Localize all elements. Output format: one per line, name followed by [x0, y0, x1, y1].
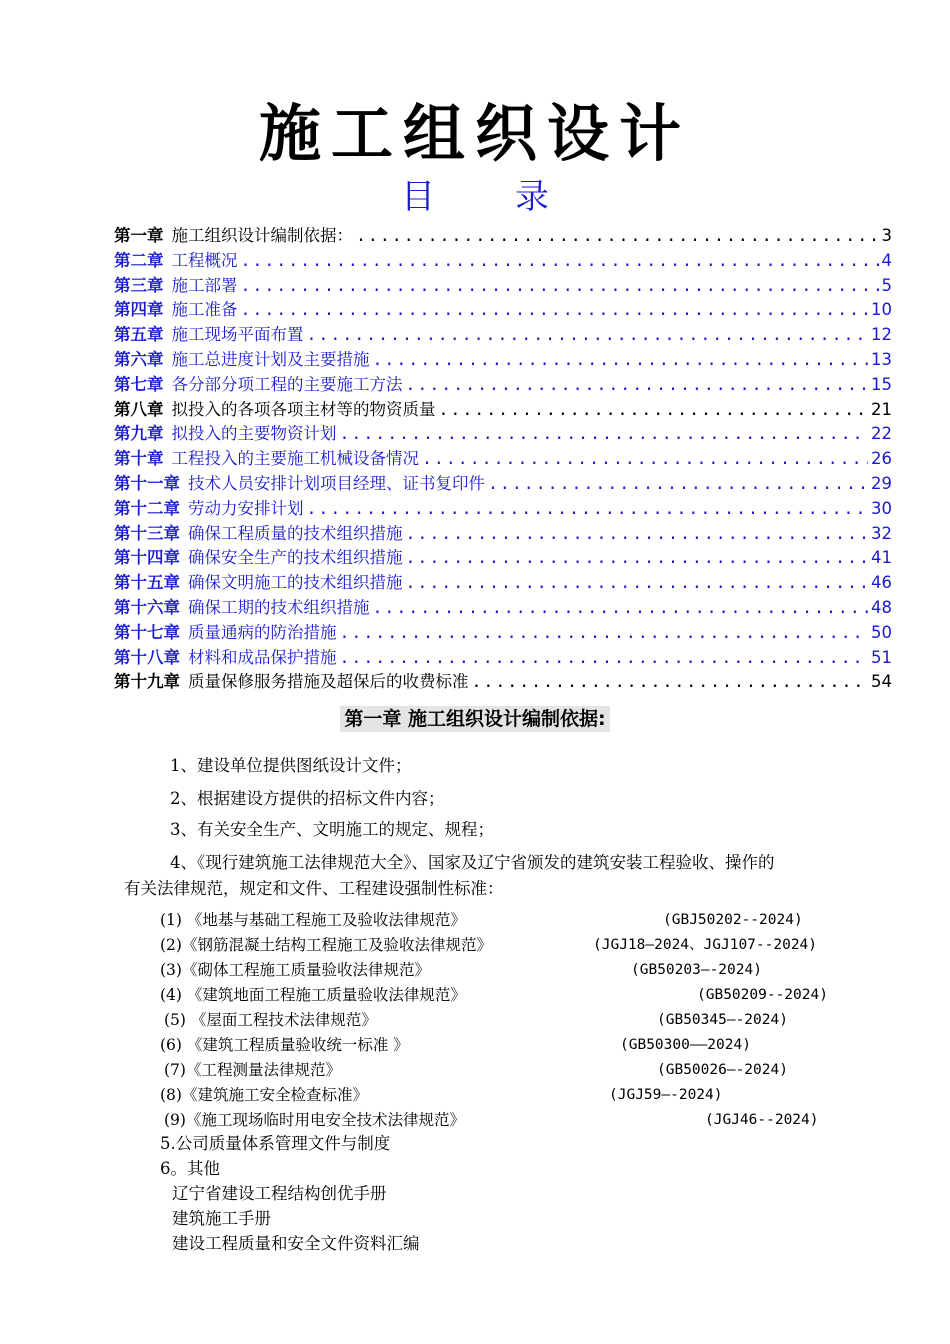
toc-entry[interactable] [114, 272, 892, 297]
standard-code: (JGJ18—2024、JGJ107--2024) [593, 937, 818, 953]
toc-entry[interactable] [114, 619, 892, 644]
toc-chapter: 第十七章 [114, 622, 180, 642]
toc-leader-dots [406, 524, 869, 543]
toc-title: 拟投入的各项各项主材等的物资质量 [171, 399, 436, 419]
toc-page-number: 41 [871, 548, 892, 568]
toc-page-number: 10 [871, 300, 892, 320]
toc-page-number: 29 [871, 473, 892, 493]
toc-title: 确保工期的技术组织措施 [188, 597, 370, 617]
toc-title: 确保文明施工的技术组织措施 [188, 573, 403, 593]
toc-chapter: 第十八章 [114, 647, 180, 667]
standard-code: (JGJ59—-2024) [609, 1087, 723, 1103]
toc-chapter: 第三章 [114, 275, 164, 295]
toc-entry[interactable] [114, 520, 892, 545]
reference-item: 建筑施工手册 [172, 1209, 271, 1228]
toc-chapter: 第十九章 [114, 672, 180, 692]
toc-leader-dots [373, 350, 869, 369]
toc-title: 工程投入的主要施工机械设备情况 [171, 449, 419, 469]
toc-leader-dots [472, 672, 869, 691]
standard-code: (GB50026—-2024) [657, 1062, 788, 1078]
toc-entry[interactable] [114, 371, 892, 396]
toc-entry[interactable] [114, 495, 892, 520]
toc-leader-dots [406, 548, 869, 567]
table-of-contents [114, 222, 892, 693]
toc-leader-dots [488, 474, 868, 493]
list-item-continuation: 有关法律规范，规定和文件、工程建设强制性标准： [124, 879, 504, 898]
toc-leader-dots [356, 226, 879, 245]
reference-item: 辽宁省建设工程结构创优手册 [172, 1184, 387, 1203]
toc-page-number: 26 [871, 449, 892, 469]
standard-name: (2)《钢筋混凝土结构工程施工及验收法律规范》 [160, 936, 492, 954]
list-item: 3、有关安全生产、文明施工的规定、规程； [170, 820, 494, 839]
toc-entry[interactable] [114, 247, 892, 272]
toc-page-number: 46 [871, 573, 892, 593]
toc-page-number: 21 [871, 399, 892, 419]
toc-title: 质量通病的防治措施 [188, 622, 337, 642]
toc-heading-left: 目 [401, 177, 435, 217]
toc-leader-dots [307, 499, 869, 518]
toc-page-number: 5 [881, 275, 892, 295]
toc-page-number: 51 [871, 647, 892, 667]
list-item: 4、《现行建筑施工法律规范大全》、国家及辽宁省颁发的建筑安装工程验收、操作的 [170, 853, 775, 872]
standard-name: (5) 《屋面工程技术法律规范》 [164, 1011, 377, 1029]
toc-chapter: 第七章 [114, 374, 164, 394]
toc-entry[interactable] [114, 321, 892, 346]
toc-entry[interactable] [114, 668, 892, 693]
toc-title: 劳动力安排计划 [188, 498, 304, 518]
toc-chapter: 第十章 [114, 449, 164, 469]
toc-chapter: 第十四章 [114, 548, 180, 568]
toc-entry[interactable] [114, 222, 892, 247]
toc-title: 质量保修服务措施及超保后的收费标准 [188, 672, 469, 692]
toc-title: 技术人员安排计划项目经理、证书复印件 [188, 473, 485, 493]
standard-name: (7)《工程测量法律规范》 [164, 1061, 341, 1079]
toc-entry[interactable] [114, 420, 892, 445]
toc-leader-dots [307, 325, 869, 344]
list-item: 2、根据建设方提供的招标文件内容； [170, 789, 445, 808]
toc-chapter: 第十六章 [114, 597, 180, 617]
toc-chapter: 第一章 [114, 226, 164, 245]
toc-chapter: 第五章 [114, 325, 164, 345]
toc-title: 确保安全生产的技术组织措施 [188, 548, 403, 568]
toc-title: 确保工程质量的技术组织措施 [188, 523, 403, 543]
toc-title: 工程概况 [171, 250, 238, 270]
toc-chapter: 第十二章 [114, 498, 180, 518]
toc-leader-dots [241, 300, 869, 319]
toc-entry[interactable] [114, 296, 892, 321]
document-title: 施工组织设计 [258, 97, 691, 170]
toc-entry[interactable] [114, 644, 892, 669]
standard-name: (3)《砌体工程施工质量验收法律规范》 [160, 961, 430, 979]
reference-item: 建设工程质量和安全文件资料汇编 [172, 1234, 420, 1253]
toc-chapter: 第四章 [114, 300, 164, 320]
standard-name: (4) 《建筑地面工程施工质量验收法律规范》 [160, 986, 466, 1004]
toc-leader-dots [340, 648, 869, 667]
toc-title: 施工部署 [171, 275, 238, 295]
standard-name: (6) 《建筑工程质量验收统一标准 》 [160, 1036, 409, 1054]
toc-chapter: 第十三章 [114, 523, 180, 543]
toc-heading-right: 录 [515, 177, 549, 217]
toc-title: 各分部分项工程的主要施工方法 [171, 374, 403, 394]
toc-chapter: 第八章 [114, 399, 164, 419]
toc-leader-dots [422, 449, 868, 468]
standard-code: (JGJ46--2024) [705, 1112, 819, 1128]
standard-code: (GBJ50202--2024) [663, 912, 803, 928]
toc-entry[interactable] [114, 396, 892, 421]
toc-leader-dots [241, 276, 879, 295]
standard-code: (GB50203—-2024) [631, 962, 762, 978]
toc-title: 拟投入的主要物资计划 [171, 424, 337, 444]
toc-page-number: 48 [871, 597, 892, 617]
toc-chapter: 第二章 [114, 250, 164, 270]
toc-page-number: 32 [871, 523, 892, 543]
list-item: 1、建设单位提供图纸设计文件； [170, 756, 412, 775]
toc-chapter: 第六章 [114, 349, 164, 369]
toc-leader-dots [439, 400, 869, 419]
toc-title: 施工现场平面布置 [171, 325, 304, 345]
section-heading-text: 第一章 施工组织设计编制依据: [340, 706, 609, 732]
section-heading [0, 704, 950, 731]
toc-page-number: 13 [871, 349, 892, 369]
toc-title: 材料和成品保护措施 [188, 647, 337, 667]
standard-code: (GB50209--2024) [697, 987, 828, 1003]
toc-entry[interactable] [114, 569, 892, 594]
toc-entry[interactable] [114, 470, 892, 495]
toc-page-number: 4 [881, 250, 892, 270]
toc-entry[interactable] [114, 445, 892, 470]
toc-leader-dots [373, 598, 869, 617]
toc-chapter: 第十五章 [114, 573, 180, 593]
standard-code: (GB50300——2024) [620, 1037, 751, 1053]
standard-name: (1) 《地基与基础工程施工及验收法律规范》 [160, 911, 466, 929]
toc-chapter: 第九章 [114, 424, 164, 444]
toc-page-number: 50 [871, 622, 892, 642]
list-item: 6。其他 [160, 1159, 220, 1178]
toc-page-number: 12 [871, 325, 892, 345]
toc-leader-dots [340, 623, 869, 642]
toc-title: 施工准备 [171, 300, 238, 320]
toc-title: 施工总进度计划及主要措施 [171, 349, 370, 369]
toc-chapter: 第十一章 [114, 473, 180, 493]
toc-page-number: 15 [871, 374, 892, 394]
toc-entry[interactable] [114, 594, 892, 619]
standard-name: (8)《建筑施工安全检查标准》 [160, 1086, 368, 1104]
standard-name: (9)《施工现场临时用电安全技术法律规范》 [164, 1111, 465, 1129]
toc-leader-dots [340, 424, 869, 443]
toc-leader-dots [241, 251, 879, 270]
toc-title: 施工组织设计编制依据： [171, 226, 353, 245]
toc-page-number: 3 [881, 226, 892, 245]
toc-page-number: 22 [871, 424, 892, 444]
toc-leader-dots [406, 375, 869, 394]
list-item: 5.公司质量体系管理文件与制度 [160, 1134, 391, 1153]
toc-entry[interactable] [114, 346, 892, 371]
toc-page-number: 30 [871, 498, 892, 518]
standard-code: (GB50345—-2024) [657, 1012, 788, 1028]
toc-page-number: 54 [871, 672, 892, 692]
toc-entry[interactable] [114, 544, 892, 569]
toc-leader-dots [406, 573, 869, 592]
toc-heading [0, 172, 950, 222]
